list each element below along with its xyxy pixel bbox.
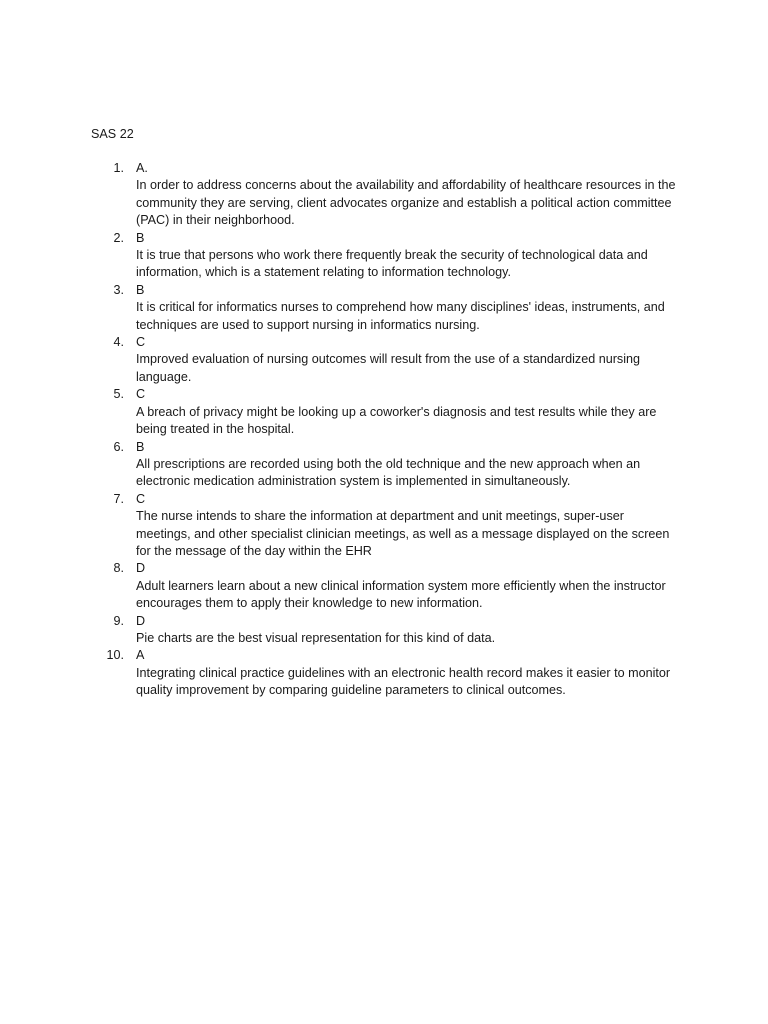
answer-letter: B — [136, 282, 145, 297]
answer-number: 10. — [106, 648, 124, 663]
answer-content — [124, 282, 681, 334]
answer-item-9 — [91, 613, 681, 648]
answer-number: 4. — [113, 335, 124, 350]
answer-explanation: It is critical for informatics nurses to comprehend how many disciplines' ideas, instruments, and techniques are used to support nursing in informatics nursing. — [136, 300, 665, 332]
answer-explanation: In order to address concerns about the availability and affordability of healthcare resources in the community they are serving, client advocates organize and establish a political action committee (PAC) in their neighborhood. — [136, 178, 676, 228]
answer-explanation: Adult learners learn about a new clinical information system more efficiently when the instructor encourages them to apply their knowledge to new information. — [136, 578, 666, 611]
answer-item-2 — [91, 230, 681, 282]
answer-content — [124, 439, 681, 491]
answer-content — [124, 230, 681, 282]
answer-explanation: It is true that persons who work there frequently break the security of technological data and information, which is a statement relating to information technology. — [136, 248, 648, 280]
answer-item-1 — [91, 160, 681, 230]
answer-letter: B — [136, 439, 145, 454]
answer-content — [124, 491, 681, 561]
answer-letter: C — [136, 335, 146, 350]
answer-letter: B — [136, 230, 145, 245]
answer-number: 5. — [113, 387, 124, 402]
answer-item-4 — [91, 334, 681, 386]
answer-number: 6. — [113, 439, 124, 454]
answer-content — [124, 613, 681, 648]
answer-number: 9. — [113, 613, 124, 628]
answer-item-3 — [91, 282, 681, 334]
answer-explanation: All prescriptions are recorded using both the old technique and the new approach when an electronic medication administration system is implemented in simultaneously. — [136, 456, 641, 489]
answer-list — [91, 160, 681, 700]
answer-number: 8. — [113, 561, 124, 576]
answer-letter: A. — [136, 161, 148, 175]
answer-explanation: The nurse intends to share the information at department and unit meetings, super-user meetings, and other specialist clinician meetings, as well as a message displayed on the screen for the message of the day within the EHR — [136, 509, 670, 558]
answer-explanation: Improved evaluation of nursing outcomes will result from the use of a standardized nursing language. — [136, 352, 641, 384]
answer-number: 1. — [113, 161, 124, 175]
answer-content — [124, 386, 681, 438]
answer-letter: C — [136, 491, 146, 506]
answer-explanation: Pie charts are the best visual representation for this kind of data. — [136, 630, 496, 645]
answer-item-7 — [91, 491, 681, 561]
answer-content — [124, 560, 681, 612]
answer-number: 7. — [113, 491, 124, 506]
answer-letter: C — [136, 387, 146, 402]
answer-number: 3. — [113, 282, 124, 297]
answer-item-5 — [91, 386, 681, 438]
answer-letter: D — [136, 613, 146, 628]
answer-letter: A — [136, 648, 145, 663]
answer-content — [124, 647, 681, 699]
answer-number: 2. — [113, 230, 124, 245]
answer-item-10 — [91, 647, 681, 699]
answer-item-8 — [91, 560, 681, 612]
answer-explanation: A breach of privacy might be looking up a coworker's diagnosis and test results while they are being treated in the hospital. — [136, 404, 657, 437]
answer-item-6 — [91, 439, 681, 491]
answer-letter: D — [136, 561, 146, 576]
answer-content — [124, 160, 681, 230]
answer-explanation: Integrating clinical practice guidelines with an electronic health record makes it easier to monitor quality improvement by comparing guideline parameters to clinical outcomes. — [136, 665, 671, 698]
document-title: SAS 22 — [91, 127, 134, 141]
answer-content — [124, 334, 681, 386]
